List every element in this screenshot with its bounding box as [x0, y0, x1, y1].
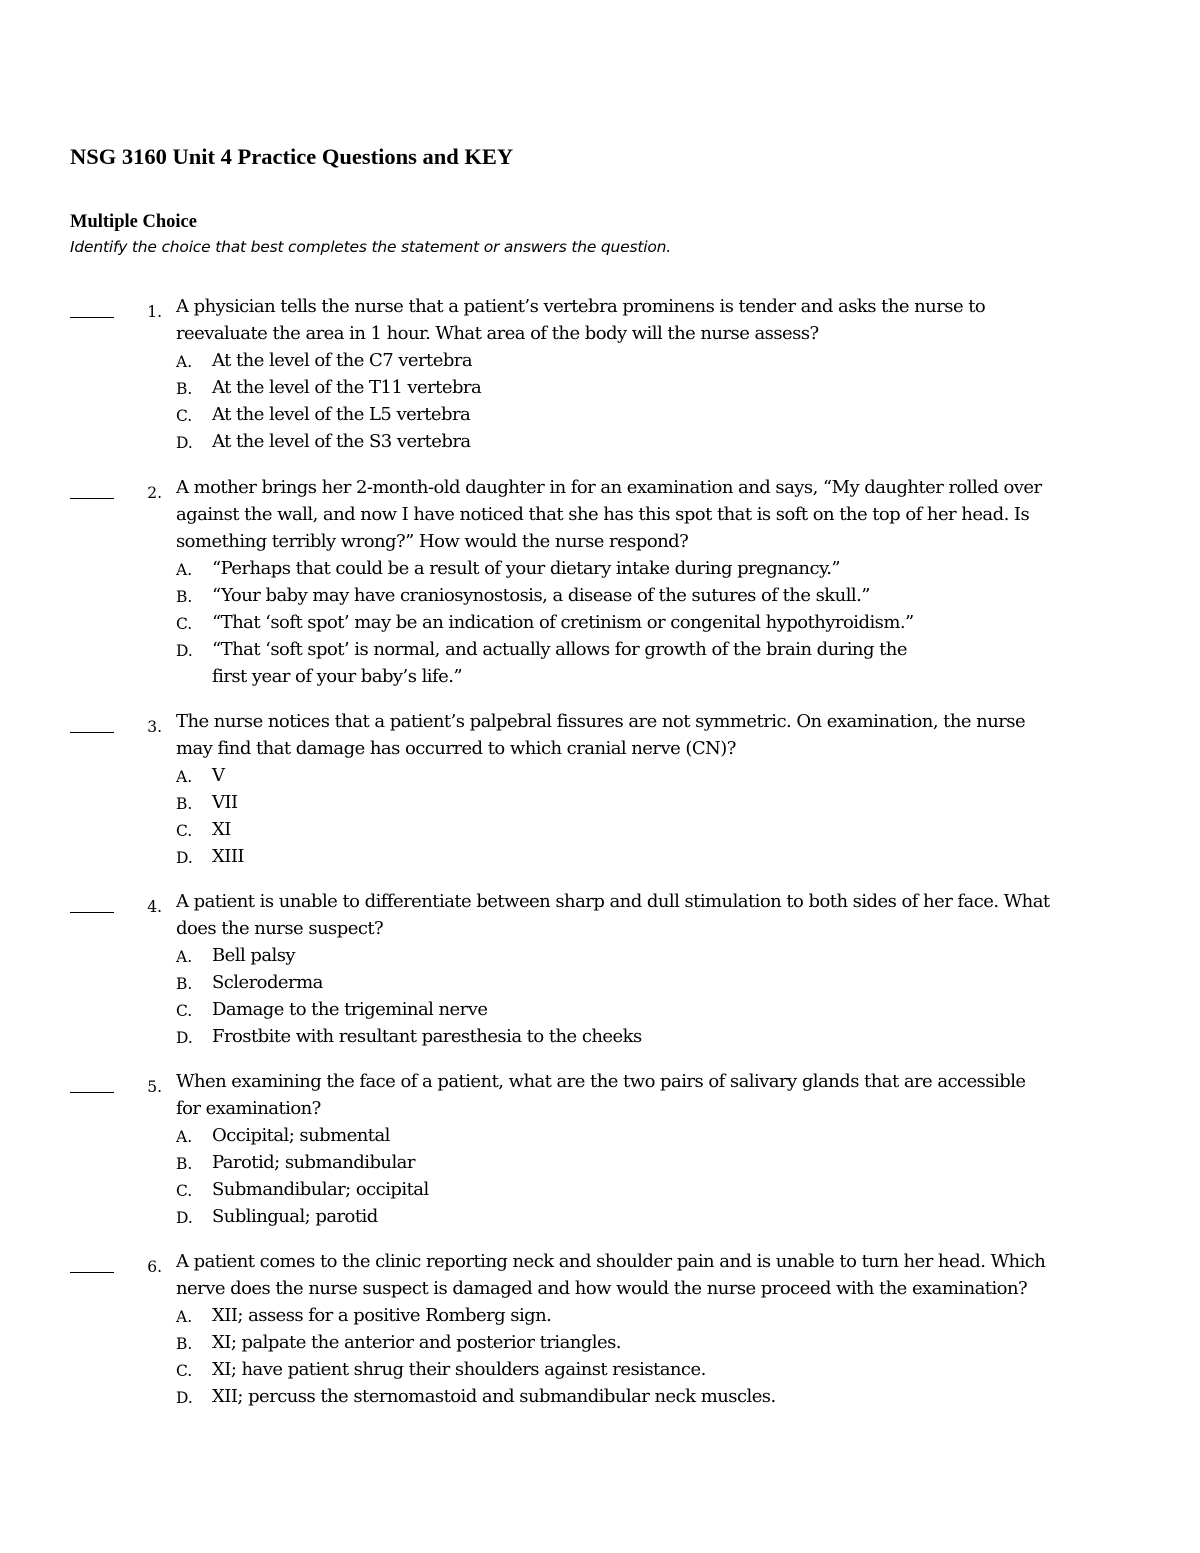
option-letter: A. [176, 1308, 193, 1326]
question-text-line: for examination? [176, 1098, 321, 1119]
question-text-line: A physician tells the nurse that a patient’s vertebra prominens is tender and asks the nurse to [176, 296, 986, 317]
option-text[interactable]: XI; have patient shrug their shoulders against resistance. [212, 1359, 706, 1380]
option-text[interactable]: V [212, 765, 225, 786]
instructions-text: Identify the choice that best completes the statement or answers the question. [70, 238, 671, 256]
option-text[interactable]: At the level of the T11 vertebra [212, 377, 482, 398]
option-text[interactable]: XII; assess for a positive Romberg sign. [212, 1305, 552, 1326]
option-letter: A. [176, 1128, 193, 1146]
option-text[interactable]: Scleroderma [212, 972, 323, 993]
option-letter: B. [176, 795, 193, 813]
option-letter: A. [176, 561, 193, 579]
answer-blank[interactable] [70, 912, 114, 913]
option-text[interactable]: XIII [212, 846, 244, 867]
option-text[interactable]: Damage to the trigeminal nerve [212, 999, 488, 1020]
option-letter: C. [176, 407, 193, 425]
option-letter: B. [176, 975, 193, 993]
question-number: 4. [147, 898, 162, 916]
option-text[interactable]: Bell palsy [212, 945, 296, 966]
option-text[interactable]: first year of your baby’s life.” [212, 666, 463, 687]
page-title: NSG 3160 Unit 4 Practice Questions and KEY [70, 144, 514, 169]
option-text[interactable]: Parotid; submandibular [212, 1152, 415, 1173]
option-text[interactable]: “Perhaps that could be a result of your dietary intake during pregnancy.” [212, 558, 841, 579]
option-letter: B. [176, 588, 193, 606]
question-text-line: When examining the face of a patient, what are the two pairs of salivary glands that are accessible [176, 1071, 1026, 1092]
option-letter: C. [176, 615, 193, 633]
option-letter: A. [176, 768, 193, 786]
option-letter: C. [176, 1002, 193, 1020]
question-text-line: reevaluate the area in 1 hour. What area of the body will the nurse assess? [176, 323, 819, 344]
option-text[interactable]: “That ‘soft spot’ may be an indication of cretinism or congenital hypothyroidism.” [212, 612, 914, 633]
option-text[interactable]: “Your baby may have craniosynostosis, a disease of the sutures of the skull.” [212, 585, 870, 606]
question-text-line: A mother brings her 2-month-old daughter in for an examination and says, “My daughter rolled over [176, 477, 1042, 498]
question-number: 6. [147, 1258, 162, 1276]
option-letter: C. [176, 1362, 193, 1380]
option-letter: A. [176, 948, 193, 966]
option-text[interactable]: Submandibular; occipital [212, 1179, 429, 1200]
option-letter: D. [176, 1389, 193, 1407]
answer-blank[interactable] [70, 317, 114, 318]
question-text-line: The nurse notices that a patient’s palpebral fissures are not symmetric. On examination, the nurse [176, 711, 1026, 732]
option-text[interactable]: XII; percuss the sternomastoid and submandibular neck muscles. [212, 1386, 776, 1407]
answer-blank[interactable] [70, 732, 114, 733]
option-letter: B. [176, 1335, 193, 1353]
question-text-line: A patient is unable to differentiate between sharp and dull stimulation to both sides of her face. What [176, 891, 1050, 912]
option-letter: B. [176, 380, 193, 398]
option-text[interactable]: Sublingual; parotid [212, 1206, 378, 1227]
option-text[interactable]: “That ‘soft spot’ is normal, and actually allows for growth of the brain during the [212, 639, 907, 660]
section-heading: Multiple Choice [70, 212, 197, 232]
answer-blank[interactable] [70, 1272, 114, 1273]
question-text-line: may find that damage has occurred to which cranial nerve (CN)? [176, 738, 736, 759]
option-text[interactable]: XI [212, 819, 231, 840]
option-letter: A. [176, 353, 193, 371]
question-text-line: something terribly wrong?” How would the nurse respond? [176, 531, 689, 552]
answer-blank[interactable] [70, 1092, 114, 1093]
question-text-line: against the wall, and now I have noticed that she has this spot that is soft on the top of her head. Is [176, 504, 1030, 525]
option-text[interactable]: XI; palpate the anterior and posterior triangles. [212, 1332, 621, 1353]
question-text-line: nerve does the nurse suspect is damaged and how would the nurse proceed with the examination? [176, 1278, 1028, 1299]
question-number: 1. [147, 303, 162, 321]
question-text-line: does the nurse suspect? [176, 918, 384, 939]
option-letter: C. [176, 1182, 193, 1200]
option-text[interactable]: VII [212, 792, 238, 813]
answer-blank[interactable] [70, 498, 114, 499]
option-letter: D. [176, 1209, 193, 1227]
option-text[interactable]: Frostbite with resultant paresthesia to the cheeks [212, 1026, 642, 1047]
question-text-line: A patient comes to the clinic reporting neck and shoulder pain and is unable to turn her head. Which [176, 1251, 1046, 1272]
option-text[interactable]: At the level of the C7 vertebra [212, 350, 473, 371]
option-text[interactable]: At the level of the S3 vertebra [212, 431, 471, 452]
option-letter: C. [176, 822, 193, 840]
question-number: 2. [147, 484, 162, 502]
option-letter: D. [176, 1029, 193, 1047]
option-letter: B. [176, 1155, 193, 1173]
option-letter: D. [176, 434, 193, 452]
question-number: 3. [147, 718, 162, 736]
question-number: 5. [147, 1078, 162, 1096]
option-letter: D. [176, 849, 193, 867]
option-text[interactable]: At the level of the L5 vertebra [212, 404, 471, 425]
option-text[interactable]: Occipital; submental [212, 1125, 390, 1146]
option-letter: D. [176, 642, 193, 660]
